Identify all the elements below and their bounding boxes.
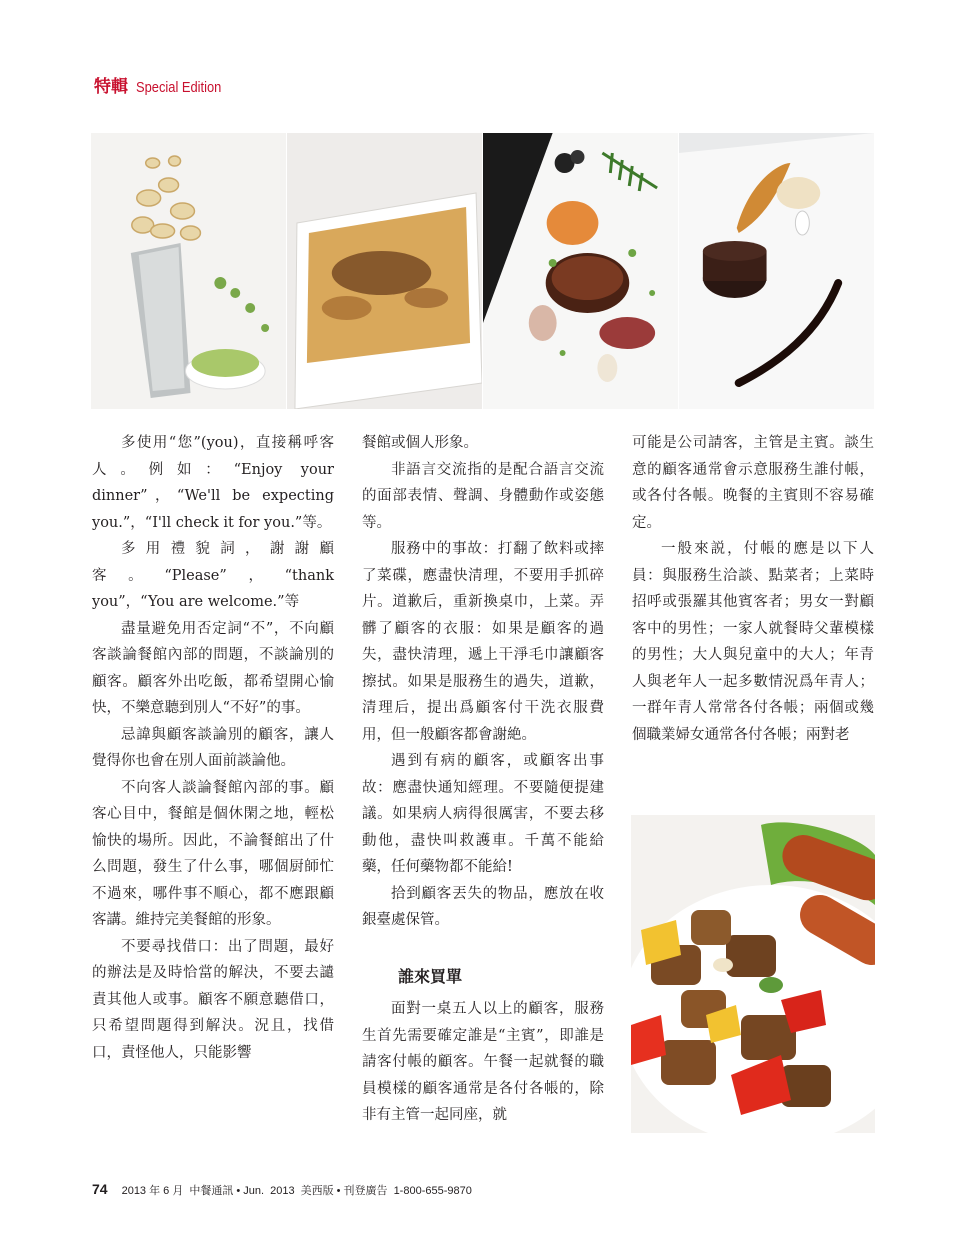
food-photo-strip: [91, 133, 875, 409]
paragraph: 盡量避免用否定詞“不”，不向顧客談論餐館內部的問題，不談論別的顧客。顧客外出吃飯，都希望開心愉快，不樂意聽到別人“不好”的事。: [92, 620, 334, 716]
gratin-icon: [287, 133, 482, 409]
section-header: [94, 72, 235, 97]
text-column-1: [92, 430, 334, 1066]
text-column-2: [362, 430, 604, 1129]
paragraph: 多使用“您”(you)，直接稱呼客人。例如：“Enjoy your dinner”，“We'll be expecting you.”，“I'll check it for you.”等。: [92, 435, 334, 531]
paragraph: 不要尋找借口：出了問題，最好的辦法是及時恰當的解決，不要去譴責其他人或事。顧客不願意聽借口，只希望問題得到解決。況且，找借口，責怪他人，只能影響: [92, 938, 334, 1061]
paragraph: 餐館或個人形象。: [362, 435, 478, 451]
paragraph: 拾到顧客丟失的物品，應放在收銀臺處保管。: [362, 885, 604, 928]
dessert-plate-photo: [679, 133, 875, 409]
paragraph: 不向客人談論餐館內部的事。顧客心目中，餐館是個休閑之地，輕松愉快的場所。因此，不論餐館出了什么問題，發生了什么事，哪個厨師忙不過來，哪件事不順心，都不應跟顧客講。維持完美餐館的形象。: [92, 779, 334, 928]
baked-gratin-photo: [287, 133, 483, 409]
paragraph: 可能是公司請客，主管是主賓。談生意的顧客通常會示意服務生誰付帳，或各付各帳。晚餐的主賓則不容易確定。: [632, 435, 874, 531]
edition-label: 美西版 • 刊登廣告: [300, 1185, 388, 1197]
paragraph: 一般來説，付帳的應是以下人員：與服務生洽談、點菜者；上菜時招呼或張羅其他賓客者；男女一對顧客中的男性；一家人就餐時父輩模樣的男性；大人與兒童中的大人；年青人與老年人一起多數情況爲年青人；一群年青人常常各付各帳；兩個或幾個職業婦女通常各付各帳；兩對老: [632, 541, 874, 743]
calamari-icon: [91, 133, 286, 409]
issue-date: 2013 年 6 月: [121, 1185, 184, 1197]
issue-year: 2013: [270, 1185, 295, 1197]
paragraph: 遇到有病的顧客，或顧客出事故：應盡快通知經理。不要隨便提建議。如果病人病得很厲害，不要去移動他，盡快叫救護車。千萬不能給藥，任何藥物都不能給!: [362, 753, 604, 875]
page-number: 74: [92, 1181, 108, 1197]
paragraph: 非語言交流指的是配合語言交流的面部表情、聲調、身體動作或姿態等。: [362, 461, 604, 531]
section-heading: 誰來買單: [398, 966, 463, 986]
section-title-en: Special Edition: [136, 79, 222, 96]
paragraph: 多用禮貌詞，謝謝顧客。“Please”，“thank you”，“You are welcome.”等: [92, 541, 334, 610]
kebab-icon: [631, 815, 875, 1133]
steak-plate-photo: [483, 133, 679, 409]
paragraph: 面對一桌五人以上的顧客，服務生首先需要確定誰是“主賓”，即誰是請客付帳的顧客。午餐一起就餐的職員模樣的顧客通常是各付各帳的，除非有主管一起同座，就: [362, 1001, 604, 1123]
paragraph: 服務中的事故：打翻了飲料或摔了菜碟，應盡快清理，不要用手抓碎片。道歉后，重新換桌巾，上菜。弄髒了顧客的衣服：如果是顧客的過失，盡快清理，遞上干淨毛巾讓顧客擦拭。如果是服務生的過失，道歉，清理后，提出爲顧客付干洗衣服費用，但一般顧客都會謝絶。: [362, 541, 604, 743]
fried-calamari-photo: [91, 133, 287, 409]
magazine-name: 中餐通訊 • Jun.: [189, 1185, 265, 1197]
text-column-3: [632, 430, 874, 748]
section-title-zh: 特輯: [94, 77, 128, 97]
steak-icon: [483, 133, 678, 409]
kebab-sausage-photo: [631, 815, 875, 1133]
phone-number: 1-800-655-9870: [393, 1185, 472, 1197]
dessert-icon: [679, 133, 874, 409]
page-footer: [92, 1181, 472, 1198]
paragraph: 忌諱與顧客談論別的顧客，讓人覺得你也會在別人面前談論他。: [92, 726, 334, 769]
